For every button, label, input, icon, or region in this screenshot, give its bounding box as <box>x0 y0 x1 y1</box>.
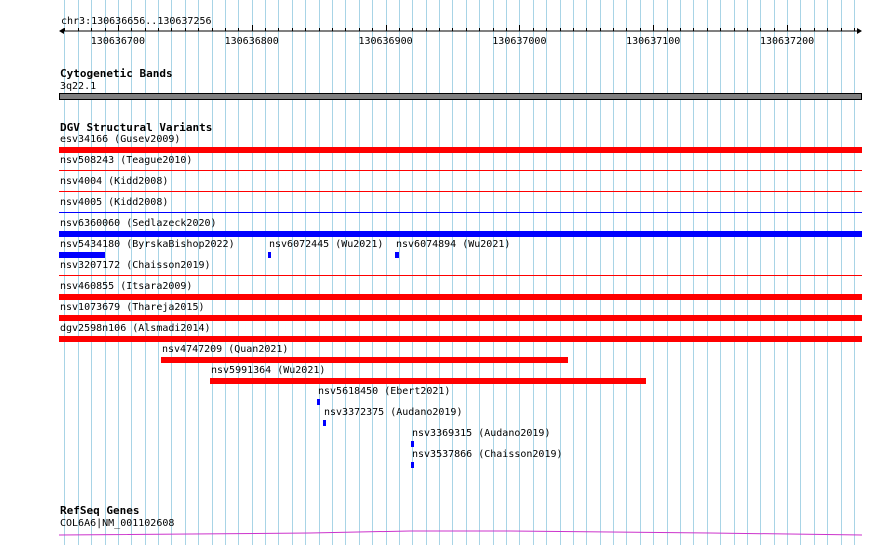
variant-bar[interactable] <box>268 252 271 258</box>
grid-line <box>613 0 614 545</box>
grid-line <box>466 0 467 545</box>
refseq-gene-model[interactable] <box>0 525 890 545</box>
grid-line <box>506 0 507 545</box>
grid-line <box>479 0 480 545</box>
grid-line <box>439 0 440 545</box>
grid-line <box>105 0 106 545</box>
ruler-left-arrow-icon <box>59 28 64 34</box>
grid-line <box>305 0 306 545</box>
grid-line <box>278 0 279 545</box>
variant-bar[interactable] <box>59 315 862 321</box>
grid-line <box>707 0 708 545</box>
ruler-right-arrow-icon <box>857 28 862 34</box>
grid-line <box>680 0 681 545</box>
grid-line <box>774 0 775 545</box>
refseq-track-title: RefSeq Genes <box>60 504 140 517</box>
variant-bar[interactable] <box>59 252 105 258</box>
grid-line <box>533 0 534 545</box>
grid-line <box>426 0 427 545</box>
grid-line <box>238 0 239 545</box>
variant-label: nsv5991364 (Wu2021) <box>211 365 326 376</box>
variant-bar[interactable] <box>210 378 646 384</box>
variant-label: nsv4005 (Kidd2008) <box>60 197 169 208</box>
gene-intron-line <box>59 531 862 535</box>
ruler-tick-label: 130637100 <box>626 36 681 47</box>
variant-bar[interactable] <box>59 294 862 300</box>
cytoband-label: 3q22.1 <box>60 81 97 92</box>
grid-line <box>720 0 721 545</box>
grid-line <box>171 0 172 545</box>
grid-line <box>640 0 641 545</box>
variant-bar[interactable] <box>59 170 862 171</box>
grid-line <box>827 0 828 545</box>
grid-line <box>600 0 601 545</box>
ruler-tick-label: 130637200 <box>759 36 815 47</box>
grid-line <box>319 0 320 545</box>
variant-label: nsv4004 (Kidd2008) <box>60 176 169 187</box>
variant-bar[interactable] <box>411 441 414 447</box>
grid-line <box>573 0 574 545</box>
grid-line <box>854 0 855 545</box>
ruler-tick-label: 130637000 <box>492 36 547 47</box>
variant-label: nsv6072445 (Wu2021) <box>269 239 384 250</box>
grid-line <box>345 0 346 545</box>
variant-label: nsv3369315 (Audano2019) <box>412 428 551 439</box>
variant-label: nsv508243 (Teague2010) <box>60 155 193 166</box>
variant-label: esv34166 (Gusev2009) <box>60 134 181 145</box>
cytoband-track-title: Cytogenetic Bands <box>60 67 173 80</box>
grid-line <box>560 0 561 545</box>
grid-line <box>265 0 266 545</box>
grid-line <box>158 0 159 545</box>
grid-line <box>814 0 815 545</box>
ruler-tick-label: 130636900 <box>358 36 413 47</box>
variant-label: dgv2598n106 (Alsmadi2014) <box>60 323 211 334</box>
refseq-gene-label: COL6A6|NM_001102608 <box>60 518 175 529</box>
grid-line <box>626 0 627 545</box>
ruler[interactable] <box>0 0 890 60</box>
grid-line <box>252 0 253 545</box>
variant-bar[interactable] <box>59 275 862 276</box>
grid-line <box>747 0 748 545</box>
grid-line <box>493 0 494 545</box>
variant-bar[interactable] <box>59 231 862 237</box>
dgv-track-title: DGV Structural Variants <box>60 121 213 134</box>
grid-line <box>800 0 801 545</box>
variant-label: nsv6074894 (Wu2021) <box>396 239 511 250</box>
grid-line <box>332 0 333 545</box>
grid-line <box>693 0 694 545</box>
variant-label: nsv4747209 (Quan2021) <box>162 344 289 355</box>
grid-line <box>386 0 387 545</box>
grid-line <box>519 0 520 545</box>
grid-line <box>787 0 788 545</box>
grid-line <box>118 0 119 545</box>
grid-line <box>653 0 654 545</box>
grid-line <box>841 0 842 545</box>
variant-bar[interactable] <box>161 357 568 363</box>
ruler-tick-label: 130636800 <box>224 36 279 47</box>
grid-line <box>452 0 453 545</box>
variant-bar[interactable] <box>59 212 862 213</box>
variant-label: nsv460855 (Itsara2009) <box>60 281 193 292</box>
grid-line <box>359 0 360 545</box>
variant-bar[interactable] <box>411 462 414 468</box>
variant-bar[interactable] <box>59 191 862 192</box>
ruler-tick-label: 130636700 <box>90 36 145 47</box>
grid-line <box>760 0 761 545</box>
ruler-location: chr3:130636656..130637256 <box>61 16 212 27</box>
variant-bar[interactable] <box>323 420 326 426</box>
variant-bar[interactable] <box>317 399 320 405</box>
variant-bar[interactable] <box>59 336 862 342</box>
variant-bar[interactable] <box>59 147 862 153</box>
cytoband-bar[interactable] <box>59 93 862 100</box>
variant-bar[interactable] <box>395 252 399 258</box>
variant-label: nsv5434180 (ByrskaBishop2022) <box>60 239 235 250</box>
grid-line <box>145 0 146 545</box>
grid-line <box>372 0 373 545</box>
variant-label: nsv6360060 (Sedlazeck2020) <box>60 218 217 229</box>
grid-line <box>667 0 668 545</box>
variant-label: nsv3372375 (Audano2019) <box>324 407 463 418</box>
grid-line <box>185 0 186 545</box>
grid-line <box>586 0 587 545</box>
variant-label: nsv5618450 (Ebert2021) <box>318 386 451 397</box>
grid-line <box>225 0 226 545</box>
grid-line <box>546 0 547 545</box>
grid-line <box>198 0 199 545</box>
grid-line <box>292 0 293 545</box>
grid-line <box>734 0 735 545</box>
variant-label: nsv3207172 (Chaisson2019) <box>60 260 211 271</box>
grid-line <box>131 0 132 545</box>
grid-line <box>399 0 400 545</box>
variant-label: nsv3537866 (Chaisson2019) <box>412 449 563 460</box>
variant-label: nsv1073679 (Thareja2015) <box>60 302 205 313</box>
grid-line <box>212 0 213 545</box>
